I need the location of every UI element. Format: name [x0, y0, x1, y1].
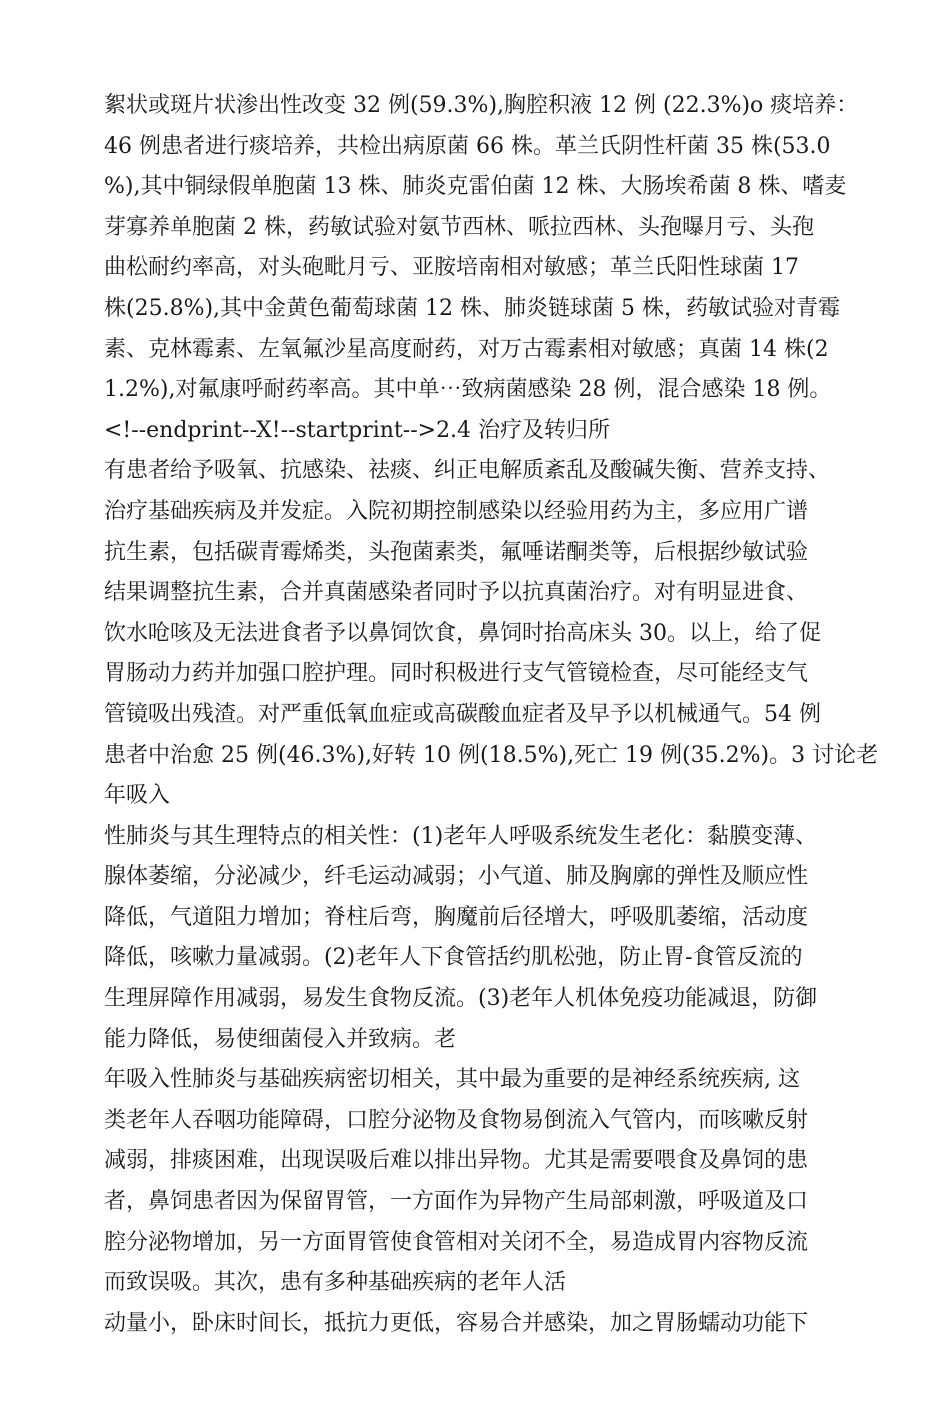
- text-line: 结果调整抗生素，合并真菌感染者同时予以抗真菌治疗。对有明显进食、: [104, 580, 809, 606]
- text-line: 患者中治愈 25 例(46.3%),好转 10 例(18.5%),死亡 19 例(35.2%)。3 讨论老: [104, 742, 879, 768]
- text-line: %),其中铜绿假单胞菌 13 株、肺炎克雷伯菌 12 株、大肠埃希菌 8 株、嗜麦: [104, 174, 847, 200]
- text-line: 而致误吸。其次，患有多种基础疾病的老年人活: [104, 1270, 567, 1296]
- text-line: 腔分泌物增加，另一方面胃管使食管相对关闭不全，易造成胃内容物反流: [104, 1229, 809, 1255]
- text-line: 1.2%),对氟康呼耐药率高。其中单⋯致病菌感染 28 例，混合感染 18 例。: [104, 377, 832, 403]
- text-line: 性肺炎与其生理特点的相关性：(1)老年人呼吸系统发生老化：黏膜变薄、: [104, 823, 818, 849]
- text-line: 生理屏障作用减弱，易发生食物反流。(3)老年人机体免疫功能减退，防御: [104, 986, 818, 1012]
- document-body: [104, 86, 879, 1344]
- text-line: 降低，气道阻力增加；脊柱后弯，胸魔前后径增大，呼吸肌萎缩，活动度: [104, 904, 809, 930]
- text-line: 素、克林霉素、左氧氟沙星高度耐药，对万古霉素相对敏感；真菌 14 株(2: [104, 336, 829, 362]
- text-line: 46 例患者进行痰培养，共检出病原菌 66 株。革兰氏阴性杆菌 35 株(53.0: [104, 133, 831, 159]
- text-line: 株(25.8%),其中金黄色葡萄球菌 12 株、肺炎链球菌 5 株，药敏试验对青霉: [104, 295, 841, 321]
- text-line: 腺体萎缩，分泌减少，纤毛运动减弱；小气道、肺及胸廓的弹性及顺应性: [104, 864, 809, 890]
- text-line: 动量小，卧床时间长，抵抗力更低，容易合并感染，加之胃肠蠕动功能下: [104, 1310, 809, 1336]
- text-line: 治疗基础疾病及并发症。入院初期控制感染以经验用药为主，多应用广谱: [104, 498, 809, 524]
- text-line: 抗生素，包括碳青霉烯类，头孢菌素类，氟唾诺酮类等，后根据纱敏试验: [104, 539, 809, 565]
- text-line: 减弱，排痰困难，出现误吸后难以排出异物。尤其是需要喂食及鼻饲的患: [104, 1148, 809, 1174]
- section-heading-line: <!--endprint--X!--startprint-->2.4 治疗及转归所: [104, 417, 611, 443]
- text-line: 芽寡养单胞菌 2 株，药敏试验对氨节西林、哌拉西林、头孢曝月亏、头孢: [104, 214, 814, 240]
- text-line: 絮状或斑片状渗出性改变 32 例(59.3%),胸腔积液 12 例 (22.3%)o 痰培养：: [104, 93, 859, 118]
- text-line: 能力降低，易使细菌侵入并致病。老: [104, 1026, 457, 1052]
- text-line: 饮水呛咳及无法进食者予以鼻饲饮食，鼻饲时抬高床头 30。以上，给了促: [104, 620, 821, 646]
- text-line: 胃肠动力药并加强口腔护理。同时积极进行支气管镜检查，尽可能经支气: [104, 661, 809, 687]
- text-line: 年吸入性肺炎与基础疾病密切相关，其中最为重要的是神经系统疾病, 这: [104, 1067, 800, 1093]
- text-line: 年吸入: [104, 783, 171, 809]
- text-line: 类老年人吞咽功能障碍，口腔分泌物及食物易倒流入气管内，而咳嗽反射: [104, 1107, 809, 1133]
- text-line: 有患者给予吸氧、抗感染、祛痰、纠正电解质紊乱及酸碱失衡、营养支持、: [104, 458, 831, 484]
- text-line: 降低，咳嗽力量减弱。(2)老年人下食管括约肌松弛，防止胃-食管反流的: [104, 945, 803, 971]
- text-line: 管镜吸出残渣。对严重低氧血症或高碳酸血症者及早予以机械通气。54 例: [104, 701, 821, 727]
- text-line: 者，鼻饲患者因为保留胃管，一方面作为异物产生局部刺激，呼吸道及口: [104, 1189, 809, 1215]
- text-line: 曲松耐约率高，对头砲毗月亏、亚胺培南相对敏感；革兰氏阳性球菌 17: [104, 255, 799, 281]
